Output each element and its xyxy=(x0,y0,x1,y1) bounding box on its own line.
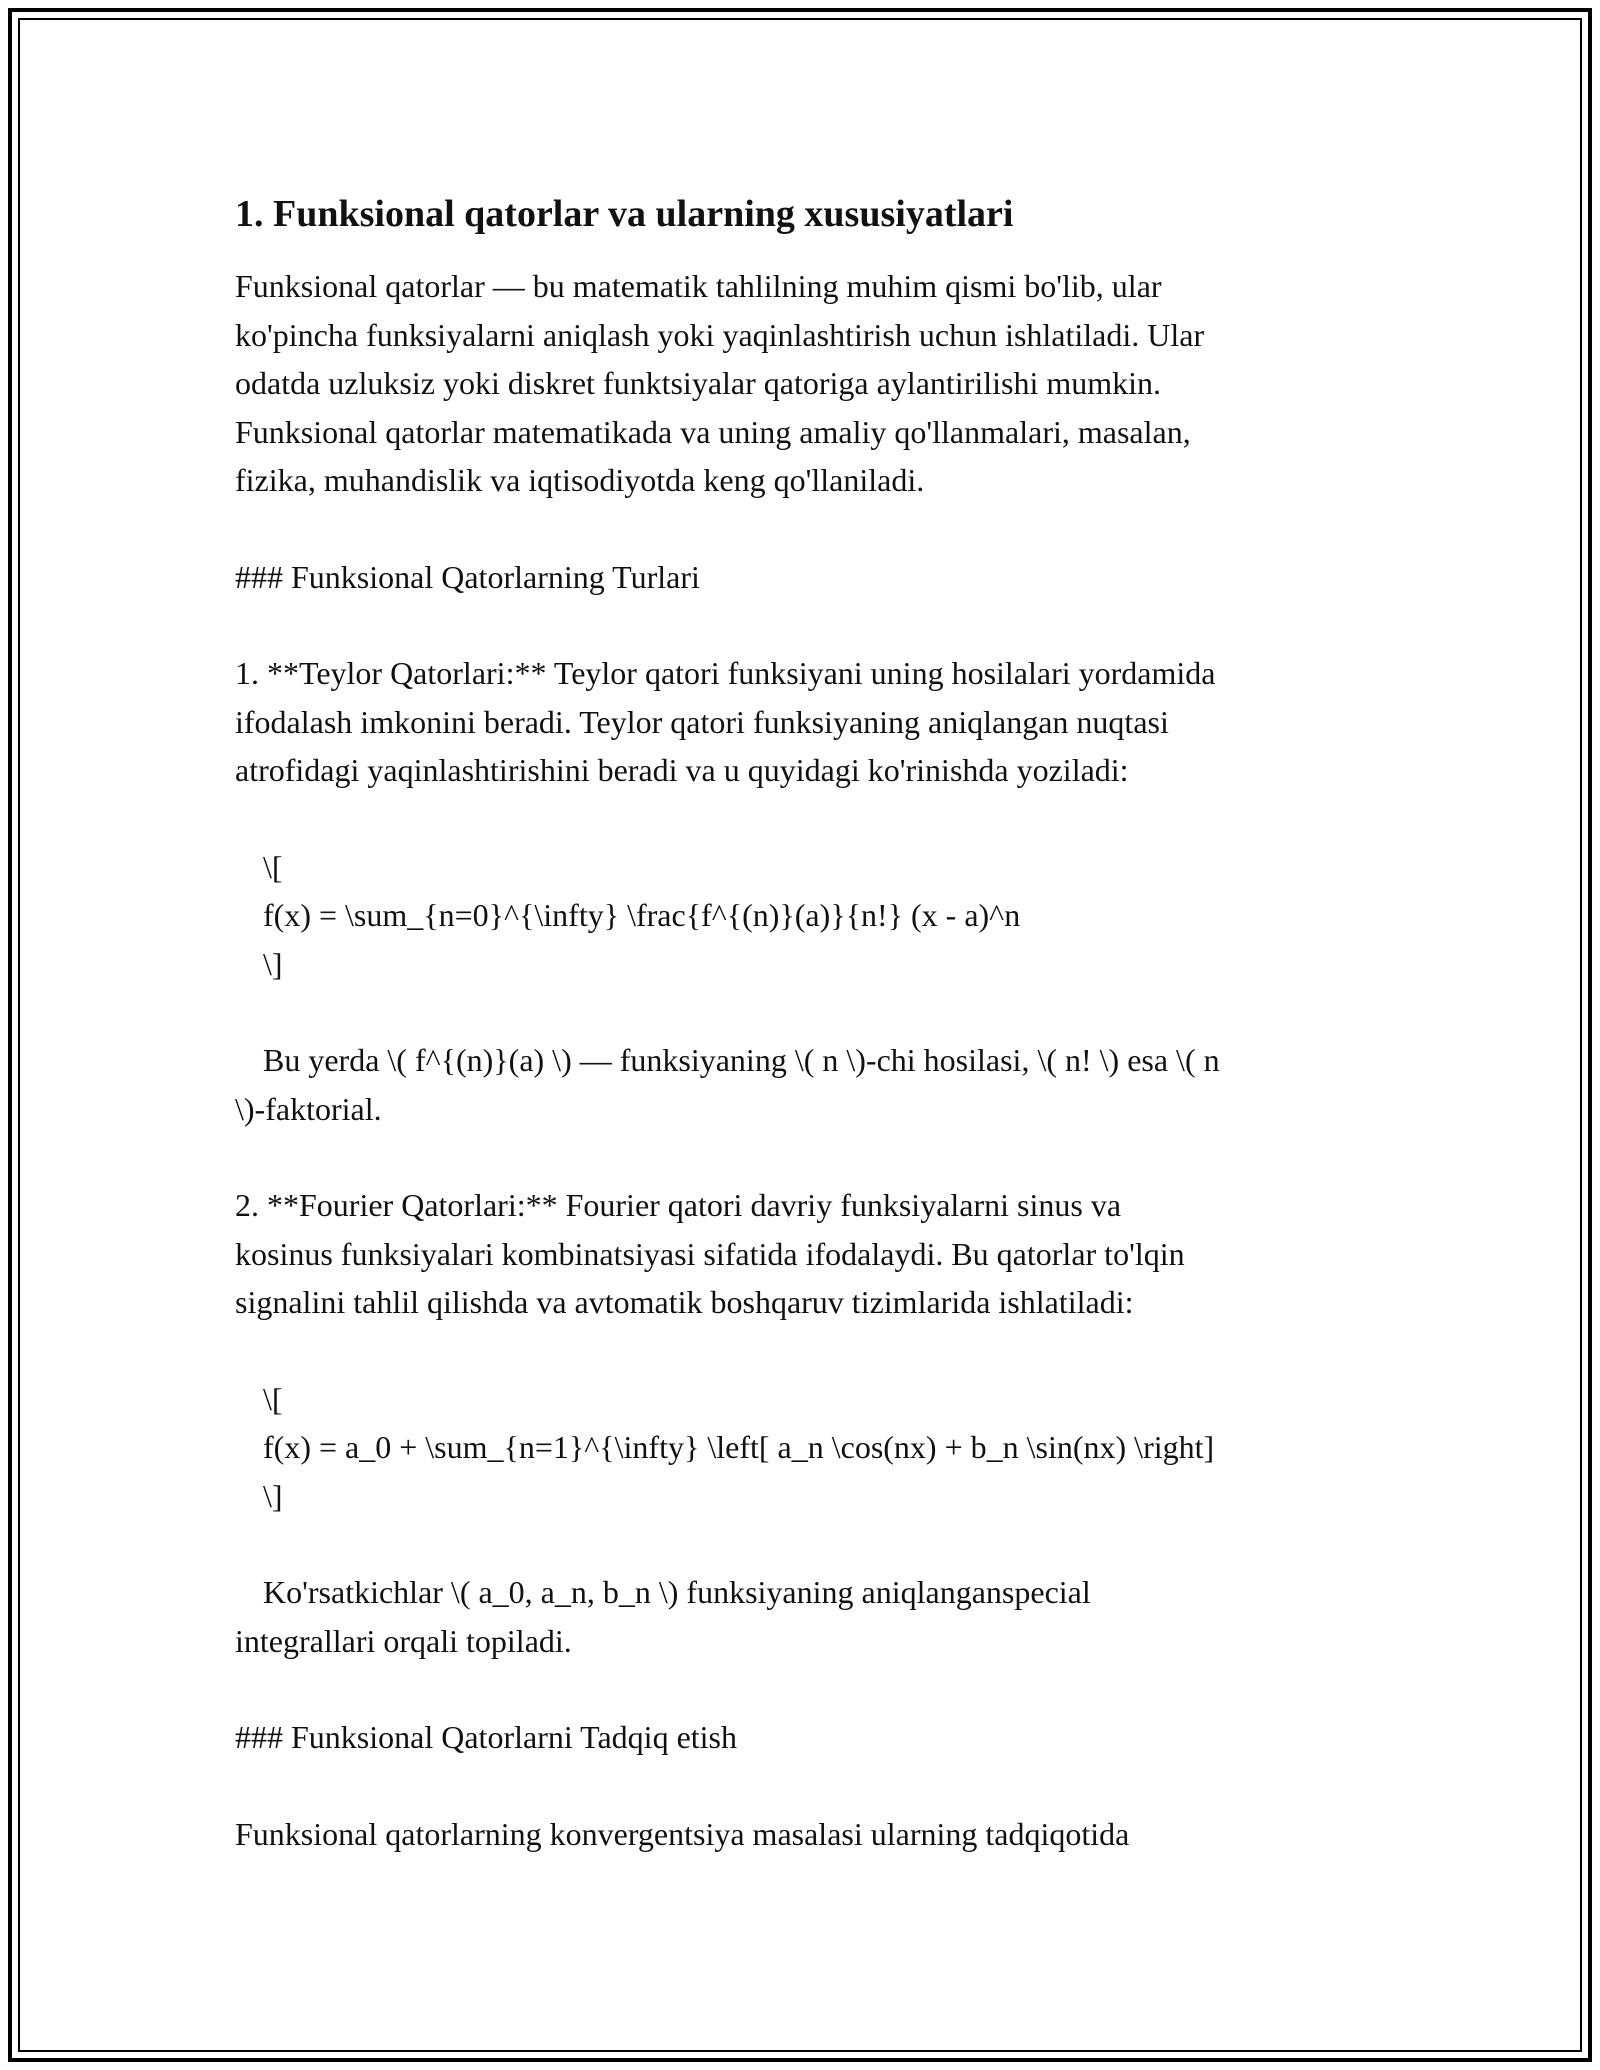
spacer xyxy=(235,1327,1375,1375)
fourier-formula: \[ f(x) = a_0 + \sum_{n=1}^{\infty} \left[ a_n \cos(nx) + b_n \sin(nx) \right] \] xyxy=(263,1380,1215,1514)
intro-paragraph: Funksional qatorlar — bu matematik tahlilning muhim qismi bo'lib, ular ko'pincha funksiyalarni aniqlash yoki yaqinlashtirish uchun ishlatiladi. Ular odatda uzluksiz yoki diskret funktsiyalar qatoriga aylantirilishi mumkin. Funksional qatorlar matematikada va uning amaliy qo'llanmalari, masalan, fizika, muhandislik va iqtisodiyotda keng qo'llaniladi. xyxy=(235,268,1205,498)
research-paragraph: Funksional qatorlarning konvergentsiya masalasi ularning tadqiqotida xyxy=(235,1815,1130,1852)
taylor-item: 1. **Teylor Qatorlari:** Teylor qatori funksiyani uning hosilalari yordamida ifodalash imkonini beradi. Teylor qatori funksiyaning aniqlangan nuqtasi atrofidagi yaqinlashtirishini beradi va u quyidagi ko'rinishda yoziladi: xyxy=(235,655,1216,788)
taylor-note-text: Bu yerda \( f^{(n)}(a) \) — funksiyaning \( n \)-chi hosilasi, \( n! \) esa \( n \)-faktorial. xyxy=(235,1042,1220,1127)
taylor-note xyxy=(235,1036,1375,1133)
fourier-note xyxy=(235,1568,1375,1665)
fourier-note-text: Ko'rsatkichlar \( a_0, a_n, b_n \) funksiyaning aniqlanganspecial integrallari orqali topiladi. xyxy=(235,1574,1091,1659)
fourier-item: 2. **Fourier Qatorlari:** Fourier qatori davriy funksiyalarni sinus va kosinus funksiyalari kombinatsiyasi sifatida ifodalaydi. Bu qatorlar to'lqin signalini tahlil qilishda va avtomatik boshqaruv tizimlarida ishlatiladi: xyxy=(235,1187,1185,1320)
spacer xyxy=(235,1762,1375,1810)
taylor-formula: \[ f(x) = \sum_{n=0}^{\infty} \frac{f^{(n)}(a)}{n!} (x - a)^n \] xyxy=(263,848,1021,982)
spacer xyxy=(235,1665,1375,1713)
section-heading-types: ### Funksional Qatorlarning Turlari xyxy=(235,558,700,595)
spacer xyxy=(235,601,1375,649)
document-body xyxy=(235,188,1375,1858)
section-heading-research: ### Funksional Qatorlarni Tadqiq etish xyxy=(235,1719,737,1755)
spacer xyxy=(235,1133,1375,1181)
spacer xyxy=(235,1520,1375,1568)
spacer xyxy=(235,240,1375,262)
spacer xyxy=(235,988,1375,1036)
spacer xyxy=(235,505,1375,553)
spacer xyxy=(235,795,1375,843)
document-title: 1. Funksional qatorlar va ularning xususiyatlari xyxy=(235,193,1014,235)
